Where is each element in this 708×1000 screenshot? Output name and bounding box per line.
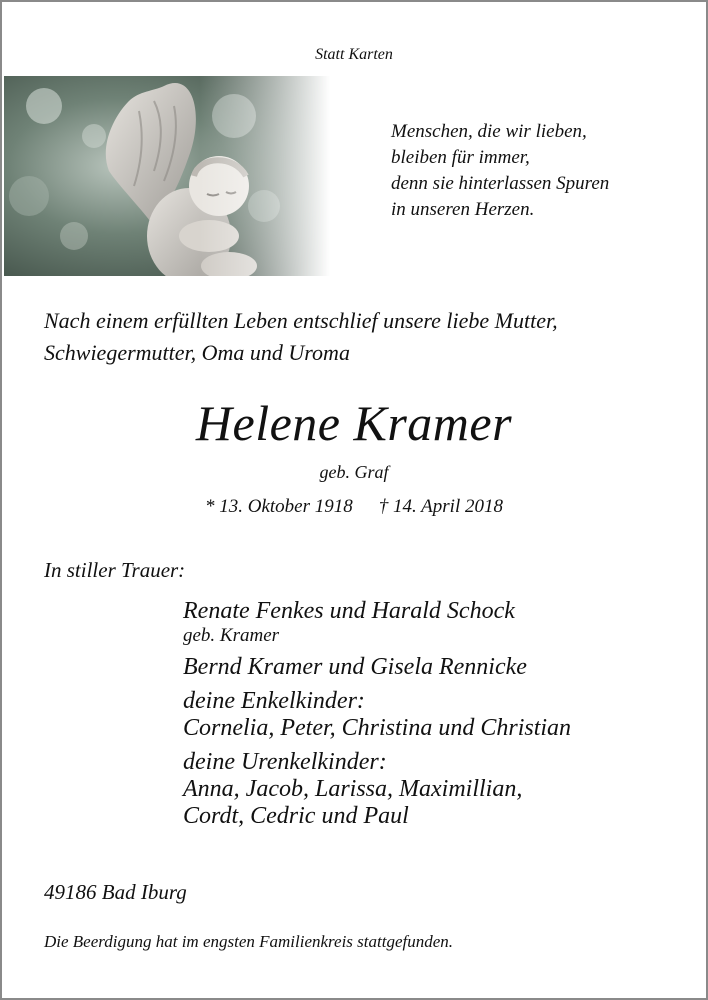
place-line: 49186 Bad Iburg	[44, 880, 187, 904]
verse-line: denn sie hinterlassen Spuren	[391, 173, 610, 194]
mourner-line: Cordt, Cedric und Paul	[183, 803, 409, 829]
intro-line: Schwiegermutter, Oma und Uroma	[44, 340, 350, 365]
statt-karten-heading: Statt Karten	[315, 46, 393, 63]
mourner-line: Renate Fenkes und Harald Schock	[183, 598, 515, 624]
verse-line: in unseren Herzen.	[391, 199, 535, 220]
mourners-list	[183, 598, 571, 830]
deceased-name: Helene Kramer	[195, 395, 513, 451]
verse-line: Menschen, die wir lieben,	[391, 121, 587, 142]
birth-date: * 13. Oktober 1918	[205, 496, 353, 517]
mourner-line: deine Enkelkinder:	[183, 688, 365, 714]
maiden-name: geb. Graf	[319, 462, 389, 482]
life-dates	[0, 496, 708, 518]
mourner-line: Bernd Kramer und Gisela Rennicke	[183, 654, 527, 680]
mourning-label: In stiller Trauer:	[44, 558, 186, 582]
memorial-verse	[391, 119, 609, 223]
funeral-note: Die Beerdigung hat im engsten Familienkreis stattgefunden.	[44, 932, 454, 951]
intro-line: Nach einem erfüllten Leben entschlief unsere liebe Mutter,	[44, 308, 558, 333]
mourner-line: deine Urenkelkinder:	[183, 749, 387, 775]
angel-statue-image	[4, 76, 330, 276]
death-date: † 14. April 2018	[378, 496, 503, 517]
verse-line: bleiben für immer,	[391, 147, 530, 168]
intro-text	[44, 305, 558, 369]
mourner-line: geb. Kramer	[183, 625, 280, 646]
mourner-line: Cornelia, Peter, Christina und Christian	[183, 715, 572, 741]
mourner-line: Anna, Jacob, Larissa, Maximillian,	[183, 776, 523, 802]
